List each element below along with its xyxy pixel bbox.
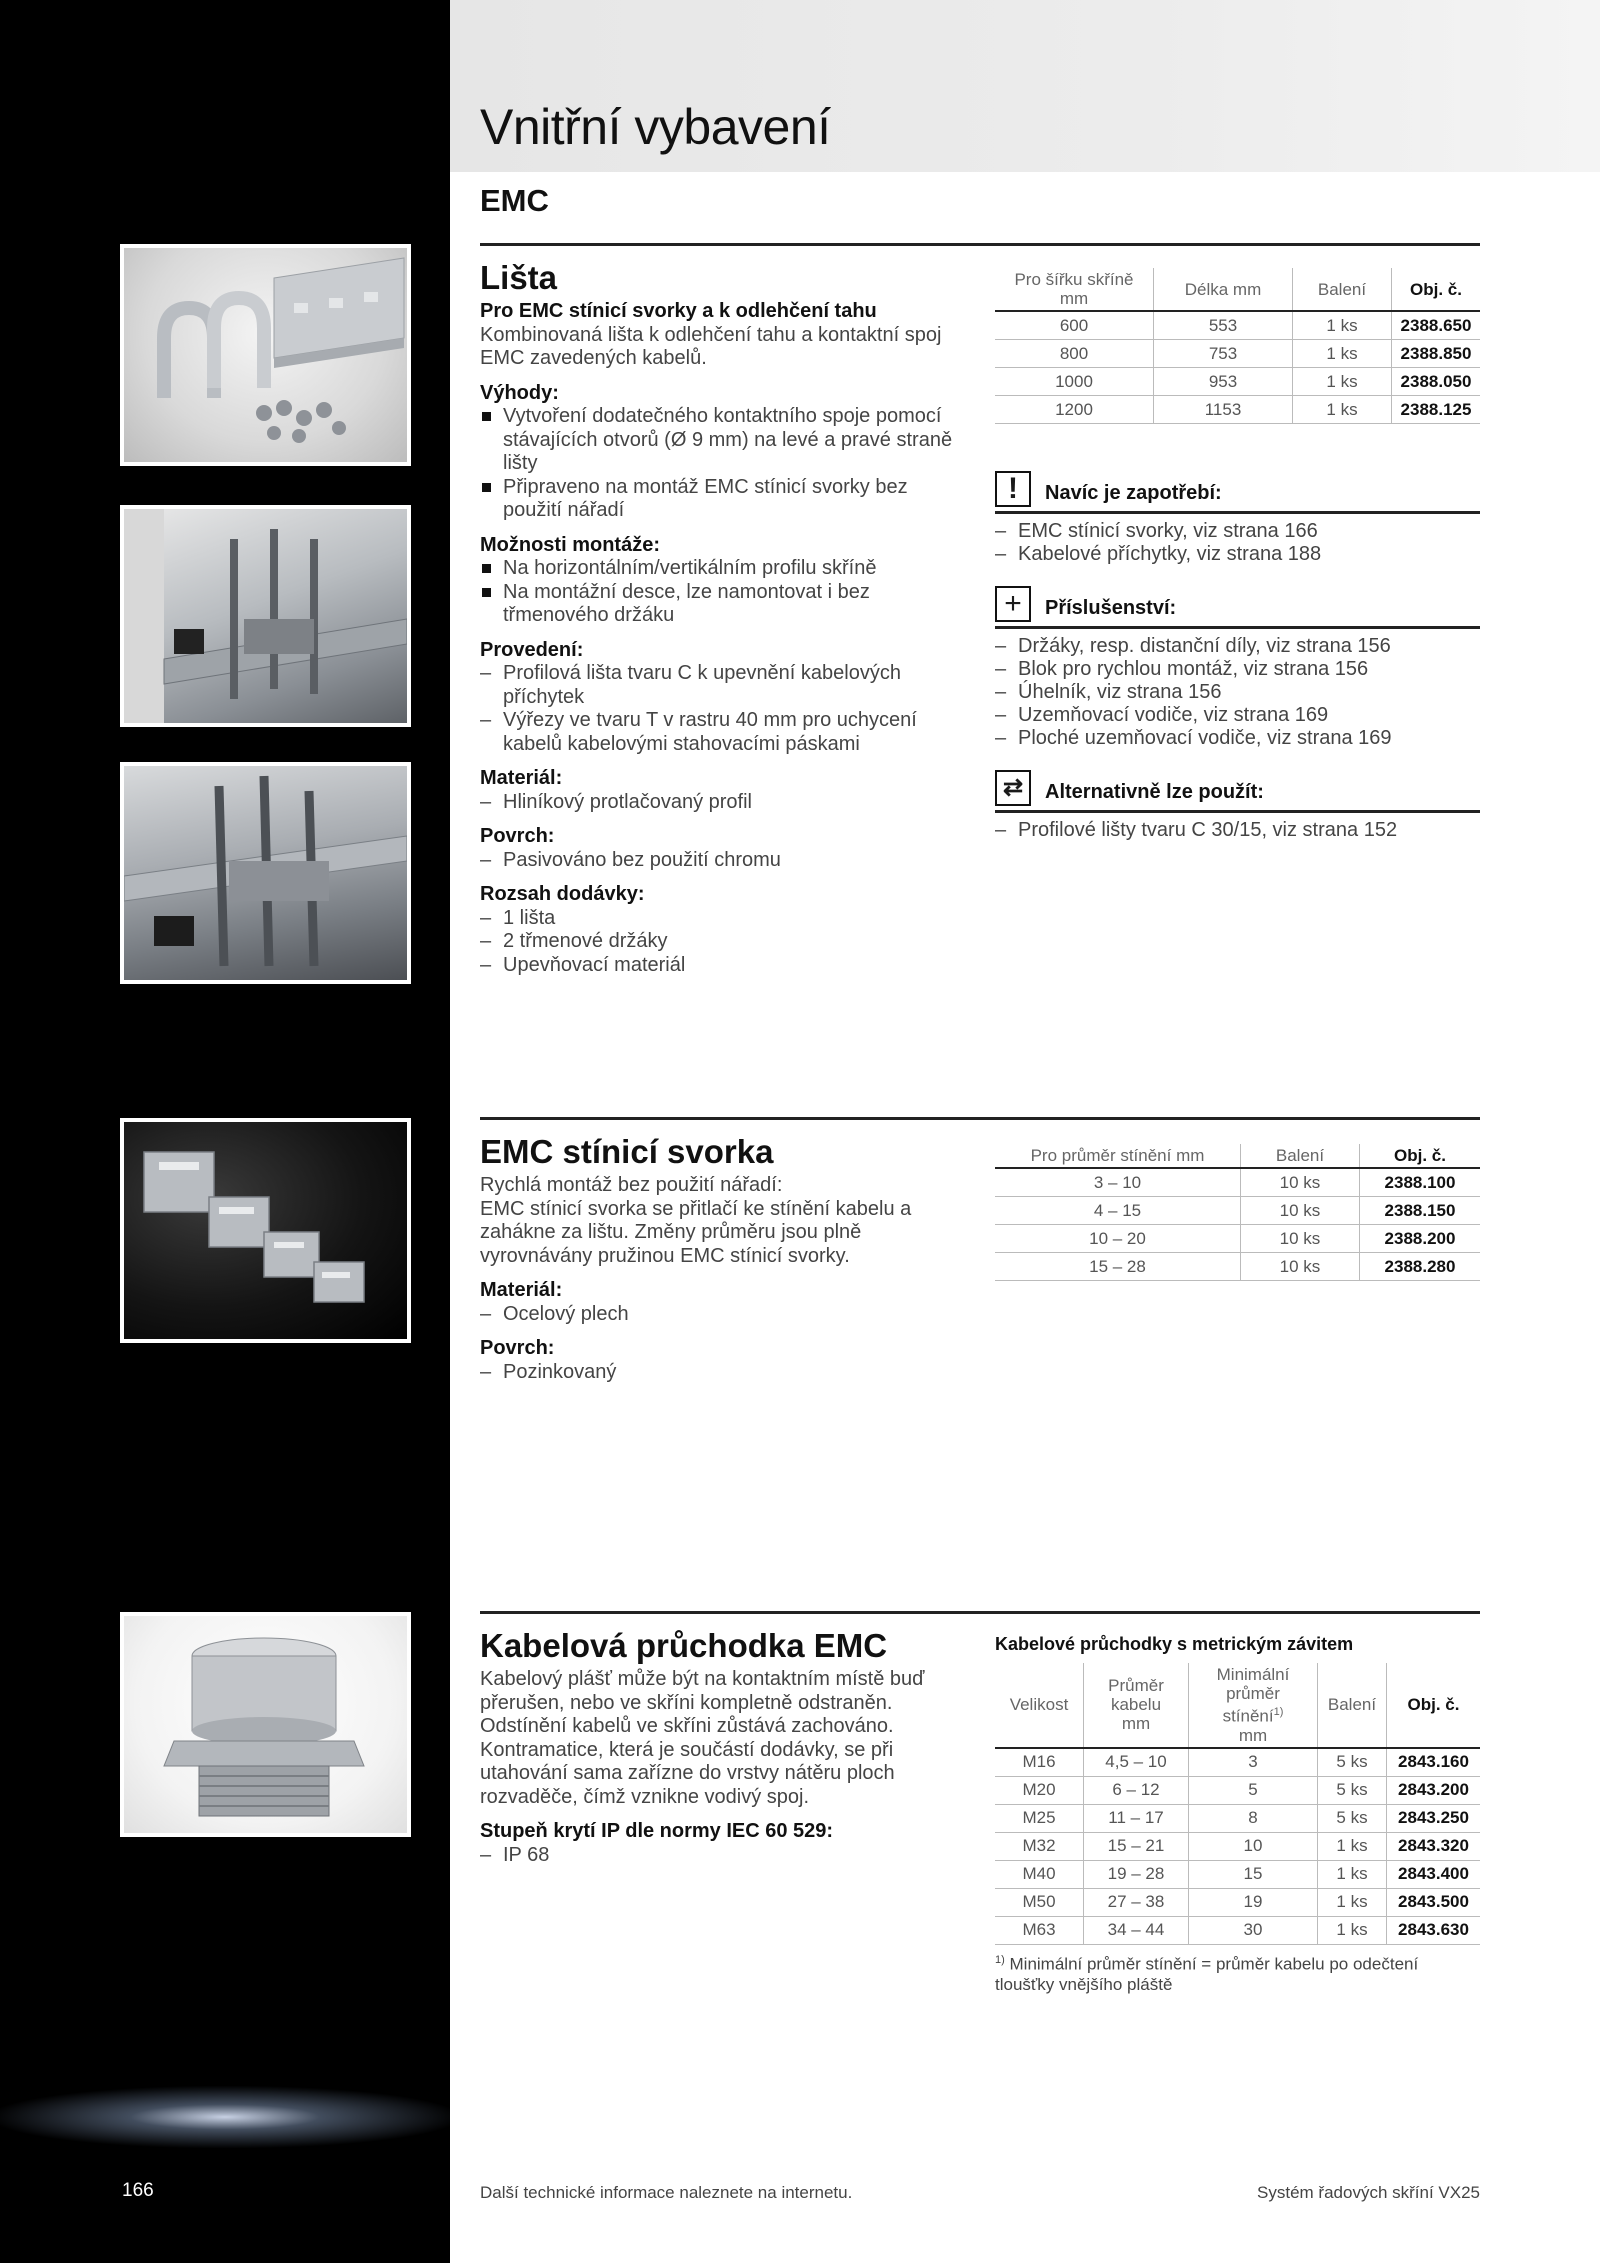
svorka-intro-detail: EMC stínicí svorka se přitlačí ke stínění kabelu a zahákne za lištu. Změny průměru jsou plně vyrovnávány pružinou EMC stínicí svorky. <box>480 1197 912 1267</box>
table-cell: 1 ks <box>1318 1832 1387 1860</box>
pruchodka-description <box>480 1626 960 1867</box>
material-label: Materiál: <box>480 1279 563 1301</box>
footer-note: Další technické informace naleznete na internetu. <box>480 2183 853 2202</box>
table-caption: Kabelové průchodky s metrickým závitem <box>995 1634 1354 1654</box>
list-item: Připraveno na montáž EMC stínicí svorky bez použití nářadí <box>480 476 960 523</box>
column-header: Průměr kabelu mm <box>1084 1663 1189 1748</box>
navic-header <box>995 471 1480 514</box>
navic-title: Navíc je zapotřebí: <box>1045 482 1222 504</box>
material-label: Materiál: <box>480 767 563 789</box>
table-cell: 27 – 38 <box>1084 1888 1189 1916</box>
order-number: 2388.125 <box>1392 396 1481 424</box>
lista-title: Lišta <box>480 259 558 296</box>
footnote-marker: 1) <box>995 1954 1005 1966</box>
table-cell: 5 ks <box>1318 1804 1387 1832</box>
table-cell: M40 <box>995 1860 1084 1888</box>
svorka-title: EMC stínicí svorka <box>480 1133 774 1170</box>
column-header: Obj. č. <box>1392 268 1481 311</box>
table-row <box>995 1860 1480 1888</box>
alternativne-header <box>995 770 1480 813</box>
list-item: – Ocelový plech <box>480 1303 960 1327</box>
list-item: Na horizontálním/vertikálním profilu skříně <box>480 557 960 581</box>
table-cell: 19 – 28 <box>1084 1860 1189 1888</box>
table-cell: 1153 <box>1154 396 1293 424</box>
order-number: 2843.250 <box>1387 1804 1481 1832</box>
page-number: 166 <box>122 2180 154 2201</box>
list-item: Na montážní desce, lze namontovat i bez třmenového držáku <box>480 581 960 628</box>
order-number: 2843.400 <box>1387 1860 1481 1888</box>
section-divider <box>480 1611 1480 1614</box>
table-row <box>995 396 1480 424</box>
table-cell: M32 <box>995 1832 1084 1860</box>
product-photo-shield-clamps <box>120 1118 411 1343</box>
vyhody-list <box>480 405 960 523</box>
table-cell: 1 ks <box>1293 368 1392 396</box>
table-cell: 1 ks <box>1318 1888 1387 1916</box>
table-row <box>995 1804 1480 1832</box>
svorka-description <box>480 1132 960 1384</box>
footer-series: Systém řadových skříní VX25 <box>1257 2183 1480 2202</box>
order-number: 2388.650 <box>1392 311 1481 340</box>
order-number: 2843.160 <box>1387 1748 1481 1777</box>
table-row <box>995 340 1480 368</box>
table-row <box>995 1832 1480 1860</box>
provedeni-label: Provedení: <box>480 638 584 661</box>
pruchodka-order-table <box>995 1663 1480 1945</box>
section-divider <box>480 243 1480 246</box>
order-number: 2843.500 <box>1387 1888 1481 1916</box>
table-cell: 753 <box>1154 340 1293 368</box>
table-cell: 1 ks <box>1318 1916 1387 1944</box>
rozsah-label: Rozsah dodávky: <box>480 883 645 905</box>
table-cell: 4,5 – 10 <box>1084 1748 1189 1777</box>
column-header: Balení <box>1241 1144 1360 1168</box>
rozsah-list <box>480 907 960 978</box>
footnote-marker: 1) <box>1273 1706 1284 1718</box>
provedeni-list <box>480 662 960 756</box>
table-row <box>995 1748 1480 1777</box>
table-row <box>995 1888 1480 1916</box>
sidebar-light-flare <box>0 2040 450 2180</box>
lista-description <box>480 258 960 977</box>
table-cell: 5 <box>1189 1776 1318 1804</box>
list-item: – Blok pro rychlou montáž, viz strana 156 <box>995 658 1480 681</box>
lista-order-table <box>995 268 1480 424</box>
lista-intro: Kombinovaná lišta k odlehčení tahu a kontaktní spoj EMC zavedených kabelů. <box>480 323 942 369</box>
vyhody-label: Výhody: <box>480 381 559 404</box>
montaz-list <box>480 557 960 628</box>
alternativne-title: Alternativně lze použít: <box>1045 781 1264 803</box>
section-label: EMC <box>480 183 549 218</box>
product-photo-mounted-rail <box>120 505 411 727</box>
product-photo-cable-gland <box>120 1612 411 1837</box>
header-text: Minimální průměr stínění <box>1216 1665 1290 1726</box>
list-item: – IP 68 <box>480 1844 960 1868</box>
column-header: Délka mm <box>1154 268 1293 311</box>
header-unit: mm <box>1238 1725 1268 1745</box>
table-cell: 10 ks <box>1241 1225 1360 1253</box>
order-number: 2388.100 <box>1360 1168 1481 1197</box>
table-cell: M25 <box>995 1804 1084 1832</box>
column-header <box>1189 1663 1318 1748</box>
table-row <box>995 1197 1480 1225</box>
column-header: Balení <box>1293 268 1392 311</box>
table-row <box>995 311 1480 340</box>
svorka-intro: Rychlá montáž bez použití nářadí: <box>480 1174 783 1196</box>
list-item: – Hliníkový protlačovaný profil <box>480 791 960 815</box>
order-number: 2388.050 <box>1392 368 1481 396</box>
table-cell: 15 – 28 <box>995 1253 1241 1281</box>
list-item: Vytvoření dodatečného kontaktního spoje pomocí stávajících otvorů (Ø 9 mm) na levé a pravé straně lišty <box>480 405 960 476</box>
table-cell: 600 <box>995 311 1154 340</box>
table-cell: 10 – 20 <box>995 1225 1241 1253</box>
list-item: – Úhelník, viz strana 156 <box>995 681 1480 704</box>
svorka-order-table <box>995 1144 1480 1281</box>
povrch-label: Povrch: <box>480 1337 555 1359</box>
column-header: Velikost <box>995 1663 1084 1748</box>
table-cell: M63 <box>995 1916 1084 1944</box>
table-cell: 15 – 21 <box>1084 1832 1189 1860</box>
table-cell: 1 ks <box>1293 396 1392 424</box>
table-cell: 1 ks <box>1293 311 1392 340</box>
list-item: – 1 lišta <box>480 907 960 931</box>
table-cell: 1 ks <box>1293 340 1392 368</box>
table-cell: M50 <box>995 1888 1084 1916</box>
list-item: – Kabelové příchytky, viz strana 188 <box>995 543 1480 566</box>
table-cell: M16 <box>995 1748 1084 1777</box>
table-cell: M20 <box>995 1776 1084 1804</box>
table-cell: 3 – 10 <box>995 1168 1241 1197</box>
footnote-text: Minimální průměr stínění = průměr kabelu po odečtení tloušťky vnějšího pláště <box>995 1954 1419 1994</box>
prislusenstvi-list <box>995 635 1480 750</box>
prislusenstvi-header <box>995 586 1480 629</box>
list-item: – EMC stínicí svorky, viz strana 166 <box>995 520 1480 543</box>
order-number: 2843.200 <box>1387 1776 1481 1804</box>
povrch-list <box>480 1361 960 1385</box>
column-header: Pro šířku skříně mm <box>995 268 1154 311</box>
product-photo-cable-clamps <box>120 762 411 984</box>
table-cell: 5 ks <box>1318 1776 1387 1804</box>
table-row <box>995 1225 1480 1253</box>
table-cell: 953 <box>1154 368 1293 396</box>
list-item: – Ploché uzemňovací vodiče, viz strana 169 <box>995 727 1480 750</box>
prislusenstvi-title: Příslušenství: <box>1045 597 1177 619</box>
navic-list <box>995 520 1480 566</box>
column-header: Obj. č. <box>1387 1663 1481 1748</box>
order-number: 2843.320 <box>1387 1832 1481 1860</box>
list-item: – Výřezy ve tvaru T v rastru 40 mm pro uchycení kabelů kabelovými stahovacími páskami <box>480 709 960 756</box>
table-row <box>995 1168 1480 1197</box>
order-number: 2843.630 <box>1387 1916 1481 1944</box>
table-footnote <box>995 1950 1475 1995</box>
povrch-label: Povrch: <box>480 825 555 847</box>
montaz-label: Možnosti montáže: <box>480 533 660 556</box>
list-item: – Profilové lišty tvaru C 30/15, viz strana 152 <box>995 819 1480 842</box>
table-cell: 34 – 44 <box>1084 1916 1189 1944</box>
table-cell: 6 – 12 <box>1084 1776 1189 1804</box>
swap-arrows-icon: ⇄ <box>995 770 1031 806</box>
list-item: – Uzemňovací vodiče, viz strana 169 <box>995 704 1480 727</box>
alternativne-box <box>995 770 1480 842</box>
list-item: – Upevňovací materiál <box>480 954 960 978</box>
navic-box <box>995 471 1480 566</box>
list-item: – 2 třmenové držáky <box>480 930 960 954</box>
table-cell: 1200 <box>995 396 1154 424</box>
product-photo-rail-kit <box>120 244 411 466</box>
column-header: Pro průměr stínění mm <box>995 1144 1241 1168</box>
page-title: Vnitřní vybavení <box>480 99 831 155</box>
pruchodka-title: Kabelová průchodka EMC <box>480 1627 888 1664</box>
table-cell: 11 – 17 <box>1084 1804 1189 1832</box>
column-header: Obj. č. <box>1360 1144 1481 1168</box>
ip-label: Stupeň krytí IP dle normy IEC 60 529: <box>480 1820 834 1842</box>
table-cell: 10 ks <box>1241 1168 1360 1197</box>
table-cell: 10 ks <box>1241 1253 1360 1281</box>
table-row <box>995 1916 1480 1944</box>
table-cell: 15 <box>1189 1860 1318 1888</box>
table-row <box>995 1776 1480 1804</box>
prislusenstvi-box <box>995 586 1480 750</box>
povrch-list <box>480 849 960 873</box>
plus-icon: + <box>995 586 1031 622</box>
table-cell: 8 <box>1189 1804 1318 1832</box>
table-cell: 1 ks <box>1318 1860 1387 1888</box>
table-cell: 1000 <box>995 368 1154 396</box>
table-cell: 10 <box>1189 1832 1318 1860</box>
table-cell: 4 – 15 <box>995 1197 1241 1225</box>
list-item: – Pasivováno bez použití chromu <box>480 849 960 873</box>
pruchodka-intro: Kabelový plášť může být na kontaktním místě buď přerušen, nebo ve skříni kompletně odstraněn. Odstínění kabelů ve skříni zůstává zachováno. Kontramatice, která je součástí dodávky, se při utahování sama zařízne do vrstvy nátěru ploch rozvaděče, čímž vznikne vodivý spoj. <box>480 1668 925 1808</box>
alternativne-list <box>995 819 1480 842</box>
list-item: – Držáky, resp. distanční díly, viz strana 156 <box>995 635 1480 658</box>
table-row <box>995 1253 1480 1281</box>
table-cell: 19 <box>1189 1888 1318 1916</box>
table-cell: 30 <box>1189 1916 1318 1944</box>
ip-list <box>480 1844 960 1868</box>
table-cell: 800 <box>995 340 1154 368</box>
table-row <box>995 368 1480 396</box>
material-list <box>480 791 960 815</box>
column-header: Balení <box>1318 1663 1387 1748</box>
order-number: 2388.200 <box>1360 1225 1481 1253</box>
table-cell: 3 <box>1189 1748 1318 1777</box>
section-divider <box>480 1117 1480 1120</box>
lista-subtitle: Pro EMC stínicí svorky a k odlehčení tahu <box>480 300 877 322</box>
list-item: – Pozinkovaný <box>480 1361 960 1385</box>
list-item: – Profilová lišta tvaru C k upevnění kabelových příchytek <box>480 662 960 709</box>
material-list <box>480 1303 960 1327</box>
order-number: 2388.280 <box>1360 1253 1481 1281</box>
table-cell: 10 ks <box>1241 1197 1360 1225</box>
exclamation-icon: ! <box>995 471 1031 507</box>
order-number: 2388.850 <box>1392 340 1481 368</box>
table-cell: 5 ks <box>1318 1748 1387 1777</box>
order-number: 2388.150 <box>1360 1197 1481 1225</box>
table-cell: 553 <box>1154 311 1293 340</box>
